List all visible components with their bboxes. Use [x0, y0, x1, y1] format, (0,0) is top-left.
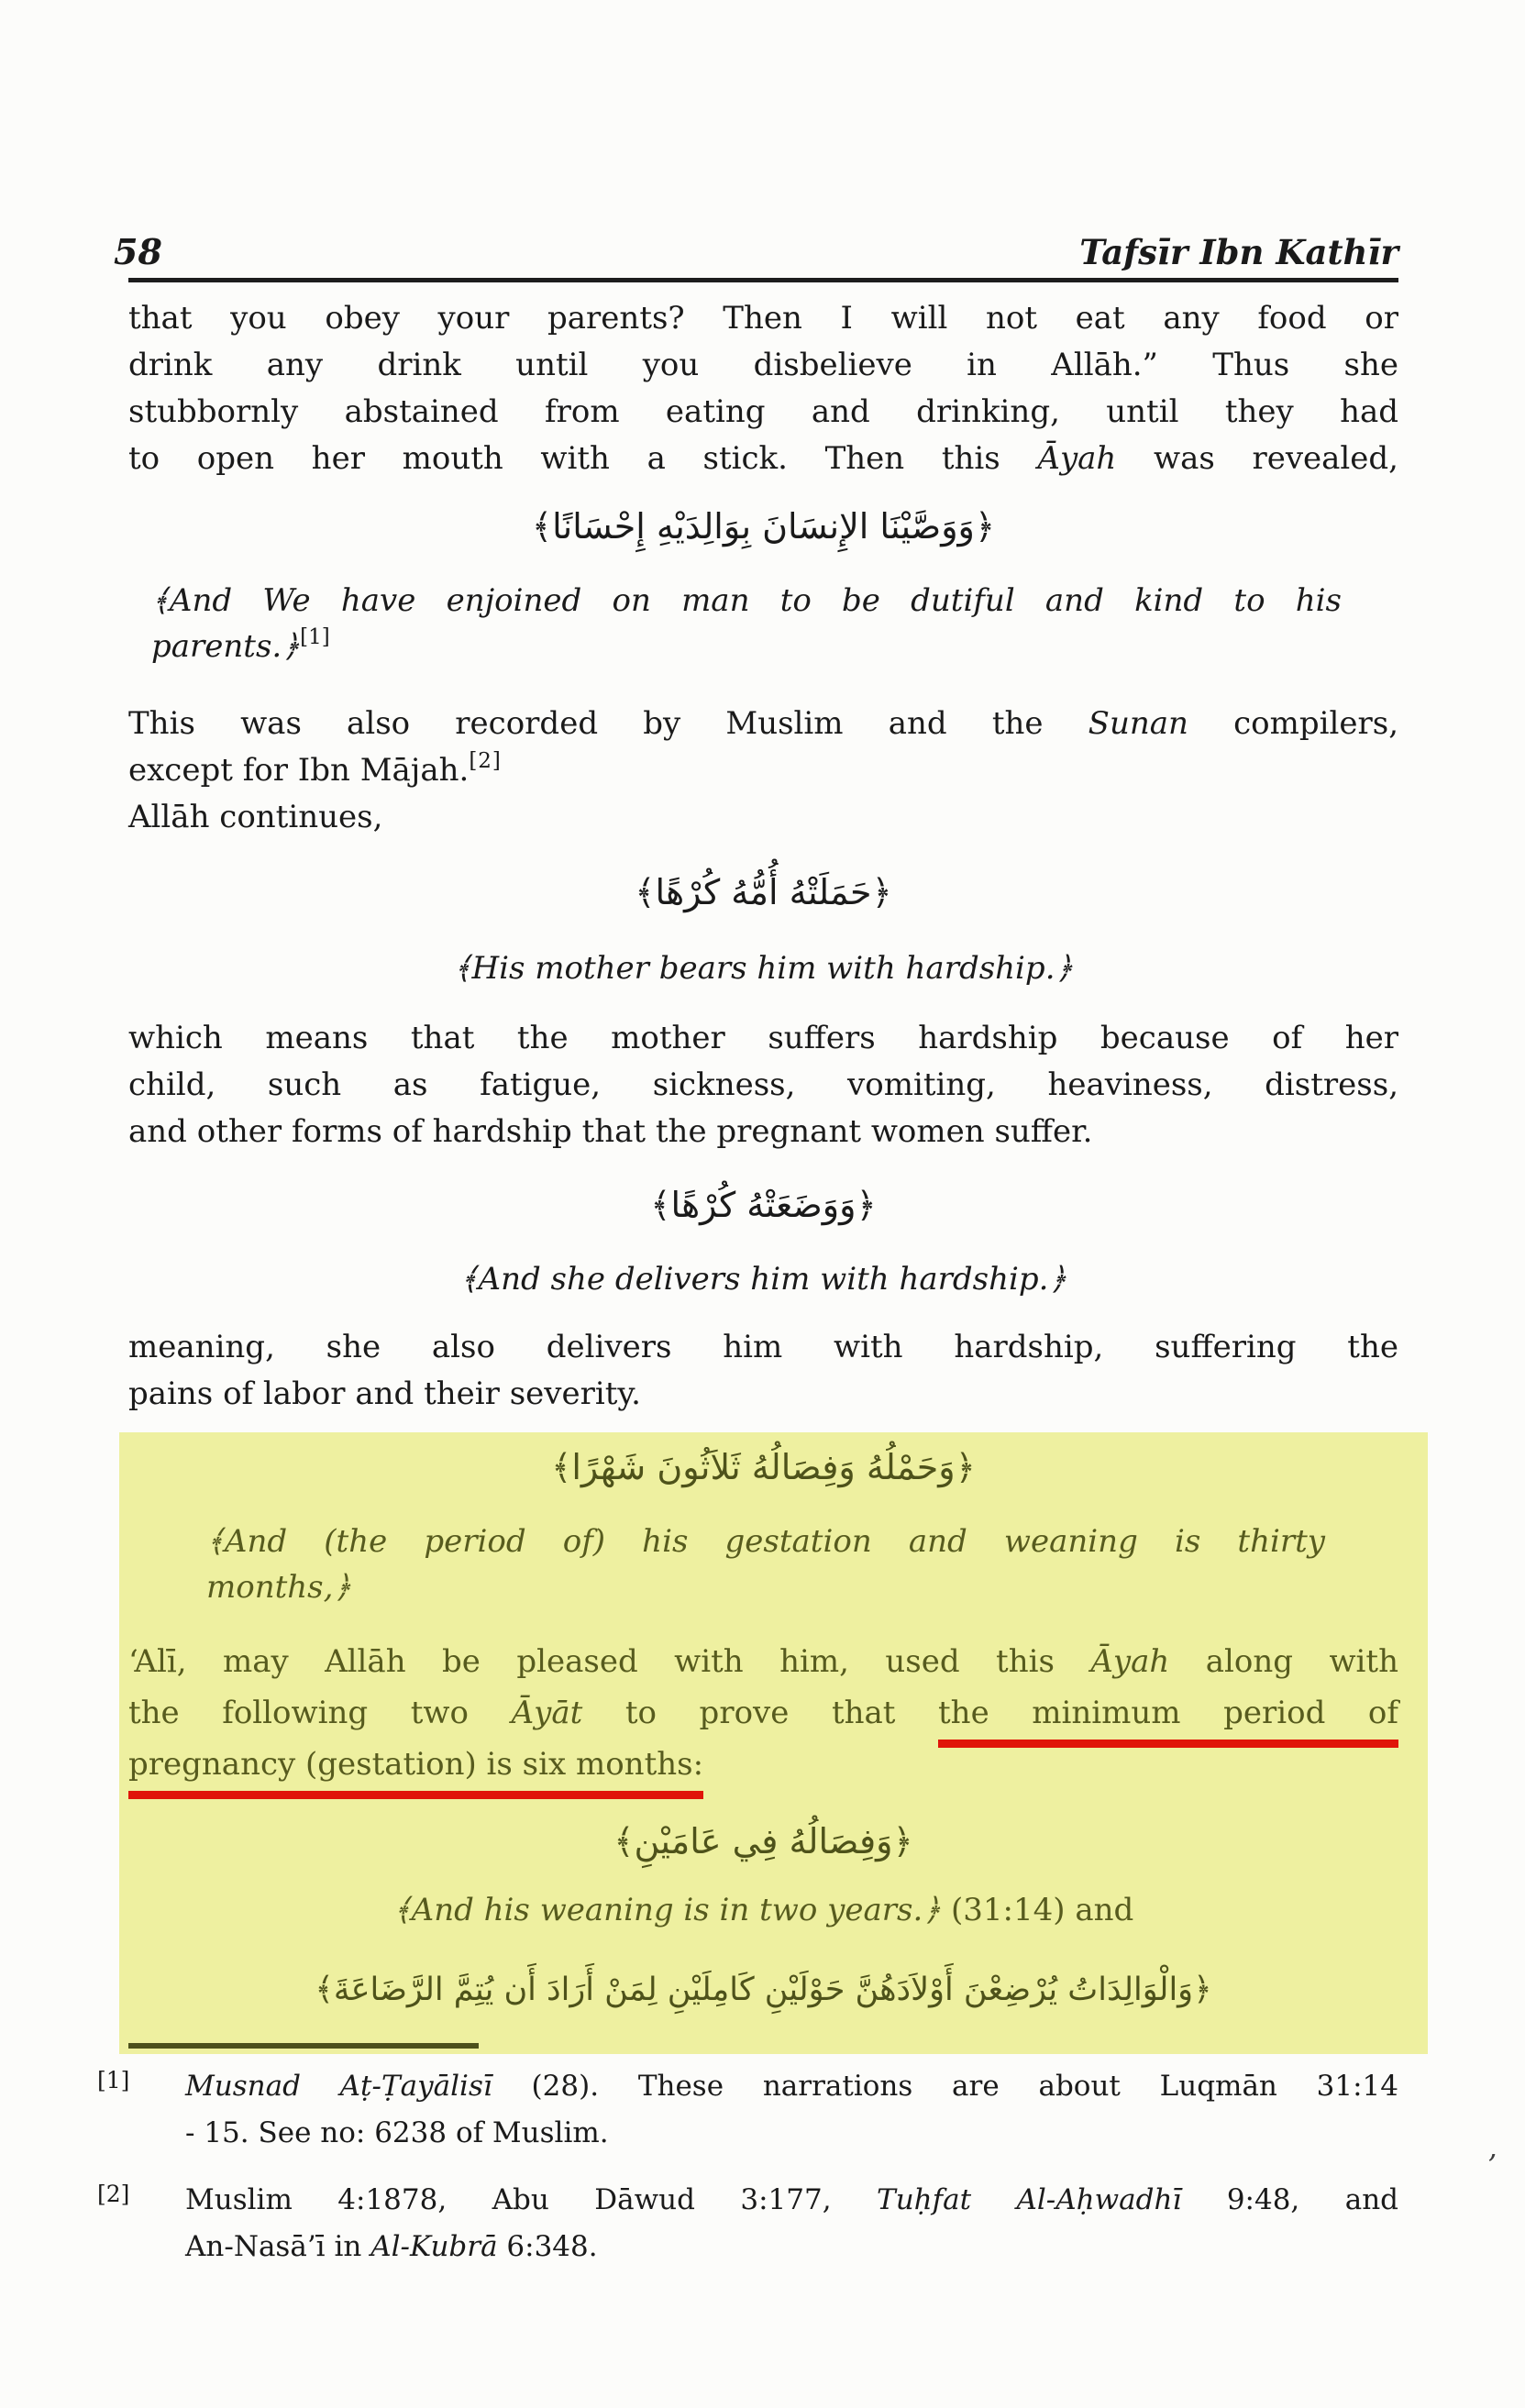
text-line: meaning, she also delivers him with hardship, suffering the: [128, 1329, 1398, 1365]
margin-stray-mark: ’: [1487, 2148, 1497, 2182]
italic-term: Sunan: [1088, 705, 1188, 742]
text-segment: ﴾And his weaning is in two years.﴿: [392, 1892, 942, 1928]
quran-verse-arabic-5: ﴾وَفِصَالُهُ فِي عَامَيْنِ﴿: [613, 1821, 913, 1861]
quran-verse-arabic-2: ﴾حَمَلَتْهُ أُمُّهُ كُرْهًا﴿: [635, 872, 892, 912]
italic-title: Tuḥfat Al-Aḥwadhī: [877, 2183, 1182, 2216]
quran-verse-arabic-1: ﴾وَوَصَّيْنَا الإِنسَانَ بِوَالِدَيْهِ إِحْسَانًا﴿: [531, 506, 996, 547]
footnote-2: [97, 2179, 1399, 2272]
verse-translation-2: ﴾His mother bears him with hardship.﴿: [453, 950, 1074, 987]
text-segment: was revealed,: [1116, 440, 1398, 477]
red-underlined-phrase: pregnancy (gestation) is six months:: [128, 1746, 703, 1799]
text-segment: to prove that: [582, 1695, 939, 1731]
text-line: months,﴿: [206, 1569, 352, 1606]
text-line: [128, 701, 1398, 747]
text-line: child, such as fatigue, sickness, vomiting, heaviness, distress,: [128, 1066, 1398, 1103]
italic-title: Al-Kubrā: [370, 2230, 498, 2263]
page-header: [114, 231, 1398, 282]
footnote-marker-1: [1]: [97, 2067, 130, 2093]
text-line: Allāh continues,: [128, 799, 383, 835]
text-line: [128, 436, 1398, 482]
footnote-ref-1: [1]: [300, 624, 330, 649]
italic-title: Musnad Aṭ-Ṭayālisī: [185, 2070, 492, 2103]
text-line: [151, 624, 1342, 669]
page-number: 58: [114, 231, 162, 272]
quran-verse-arabic-4: ﴾وَحَمْلُهُ وَفِصَالُهُ ثَلاَثُونَ شَهْرًا﴿: [551, 1447, 976, 1487]
quran-verse-arabic-6: ﴾وَالْوَالِدَاتُ يُرْضِعْنَ أَوْلاَدَهُنَّ حَوْلَيْنِ كَامِلَيْنِ لِمَنْ أَرَادَ أَن يُتِمَّ الرَّضَاعَةَ﴿: [315, 1972, 1212, 2008]
body-paragraph-5: [128, 1324, 1398, 1418]
text-segment: except for Ibn Mājah.: [128, 752, 470, 789]
footnote-ref-2: [2]: [469, 748, 502, 773]
text-segment: 9:48, and: [1181, 2183, 1399, 2216]
text-line: ﴾And We have enjoined on man to be dutiful and kind to his: [151, 582, 1342, 619]
text-segment: An-Nasā’ī in: [185, 2230, 371, 2263]
text-line: and other forms of hardship that the pregnant women suffer.: [128, 1113, 1093, 1150]
text-segment: to open her mouth with a stick. Then this: [128, 440, 1038, 477]
quran-verse-arabic-3: ﴾وَوَضَعَتْهُ كُرْهًا﴿: [650, 1185, 877, 1225]
footnote-1: [97, 2065, 1398, 2159]
text-segment: along with: [1169, 1643, 1398, 1680]
text-line: [185, 2226, 1398, 2272]
text-line: stubbornly abstained from eating and drinking, until they had: [128, 393, 1398, 430]
italic-term: Āyāt: [511, 1695, 583, 1731]
italic-term: Āyah: [1037, 440, 1117, 477]
text-line: pains of labor and their severity.: [128, 1375, 641, 1412]
text-line: drink any drink until you disbelieve in Allāh.” Thus she: [128, 347, 1398, 383]
italic-term: Āyah: [1090, 1643, 1170, 1680]
text-line: which means that the mother suffers hardship because of her: [128, 1020, 1398, 1056]
body-paragraph-3: [128, 794, 1398, 841]
text-segment: Muslim 4:1878, Abu Dāwud 3:177,: [185, 2183, 878, 2216]
page-content: [0, 231, 1525, 2272]
text-line: [128, 1687, 1398, 1739]
footnote-marker-2: [2]: [97, 2181, 130, 2207]
text-segment: parents.﴿: [151, 628, 301, 665]
verse-translation-5: [128, 1887, 1398, 1933]
text-line: - 15. See no: 6238 of Muslim.: [185, 2116, 609, 2149]
verse-translation-3: ﴾And she delivers him with hardship.﴿: [459, 1261, 1067, 1298]
text-line: that you obey your parents? Then I will not eat any food or: [128, 300, 1398, 337]
text-line: [128, 1636, 1398, 1687]
text-line: [185, 2179, 1398, 2226]
text-line: ﴾And (the period of) his gestation and weaning is thirty: [206, 1523, 1325, 1560]
body-paragraph-4: [128, 1015, 1398, 1155]
text-segment: (28). These narrations are about Luqmān 31:14: [492, 2070, 1398, 2103]
highlighted-passage: [119, 1432, 1428, 2054]
text-line: [128, 747, 1398, 794]
body-paragraph-1: [128, 295, 1398, 482]
verse-translation-4: [206, 1519, 1325, 1610]
text-segment: compilers,: [1188, 705, 1399, 742]
footnotes-section: [97, 2065, 1399, 2272]
body-paragraph-2: [128, 701, 1398, 794]
verse-reference: (31:14) and: [941, 1892, 1134, 1928]
text-segment: the following two: [128, 1695, 512, 1731]
footnote-divider: [128, 2043, 479, 2049]
text-segment: 6:348.: [497, 2230, 598, 2263]
text-segment: ‘Alī, may Allāh be pleased with him, used this: [128, 1643, 1091, 1680]
verse-translation-1: [151, 578, 1342, 669]
text-segment: This was also recorded by Muslim and the: [128, 705, 1088, 742]
text-line: [185, 2065, 1398, 2112]
red-underlined-phrase: the minimum period of: [938, 1695, 1398, 1748]
body-paragraph-6: [128, 1636, 1398, 1790]
running-head-title: Tafsīr Ibn Kathīr: [1079, 232, 1398, 272]
